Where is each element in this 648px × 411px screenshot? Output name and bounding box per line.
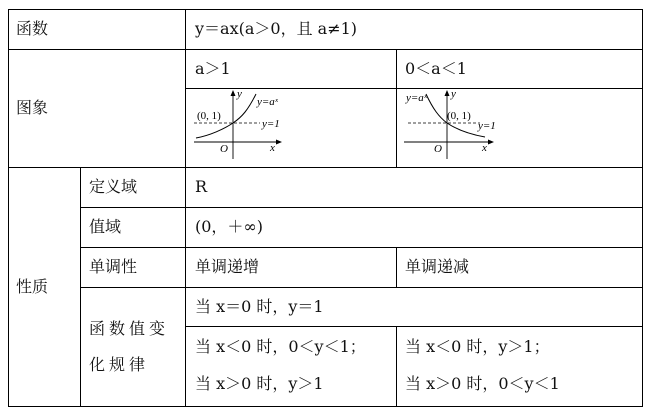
label-domain: 定义域 [89, 177, 138, 196]
graph-1-axis-y: y [237, 89, 242, 100]
graph-2-point: (0, 1) [447, 110, 471, 122]
label-function: 函数 [16, 19, 49, 38]
graph-2-axis-y: y [451, 89, 456, 100]
graph-1-origin: O [220, 143, 228, 155]
graph-2-line-label: y=1 [478, 120, 496, 132]
range-value: (0，＋∞) [195, 217, 263, 236]
rule-decreasing-2: 当 x＞0 时，0＜y＜1 [405, 374, 560, 393]
rule-increasing-2: 当 x＞0 时，y＞1 [195, 374, 324, 393]
condition-a-between-0-1: 0＜a＜1 [405, 59, 467, 78]
common-rule: 当 x＝0 时，y＝1 [195, 297, 324, 316]
graph-2-axis-x: x [482, 142, 487, 154]
graph-1-axis-x: x [270, 142, 275, 154]
condition-a-greater-1: a＞1 [195, 59, 231, 78]
graph-1-line-label: y=1 [262, 118, 280, 130]
graph-2-curve-label: y=aˣ [406, 92, 427, 104]
rule-decreasing-1: 当 x＜0 时，y＞1； [405, 337, 550, 356]
label-monotonicity: 单调性 [89, 257, 138, 276]
function-definition: y＝ax(a＞0，且 a≠1) [195, 19, 358, 38]
graph-decreasing [400, 89, 510, 165]
label-range: 值域 [89, 217, 122, 236]
graph-increasing [190, 89, 290, 165]
domain-value: R [195, 177, 208, 196]
monotonicity-increasing: 单调递增 [195, 257, 260, 276]
label-variation-line1: 函数值变 [89, 319, 170, 338]
rule-increasing-1: 当 x＜0 时，0＜y＜1； [195, 337, 366, 356]
graph-2-origin: O [434, 143, 442, 155]
label-properties: 性质 [16, 277, 49, 296]
graph-1-point: (0, 1) [197, 110, 221, 122]
graph-1-curve-label: y=aˣ [257, 96, 278, 108]
label-graph: 图象 [16, 98, 49, 117]
label-variation-line2: 化规律 [89, 355, 150, 374]
monotonicity-decreasing: 单调递减 [405, 257, 470, 276]
